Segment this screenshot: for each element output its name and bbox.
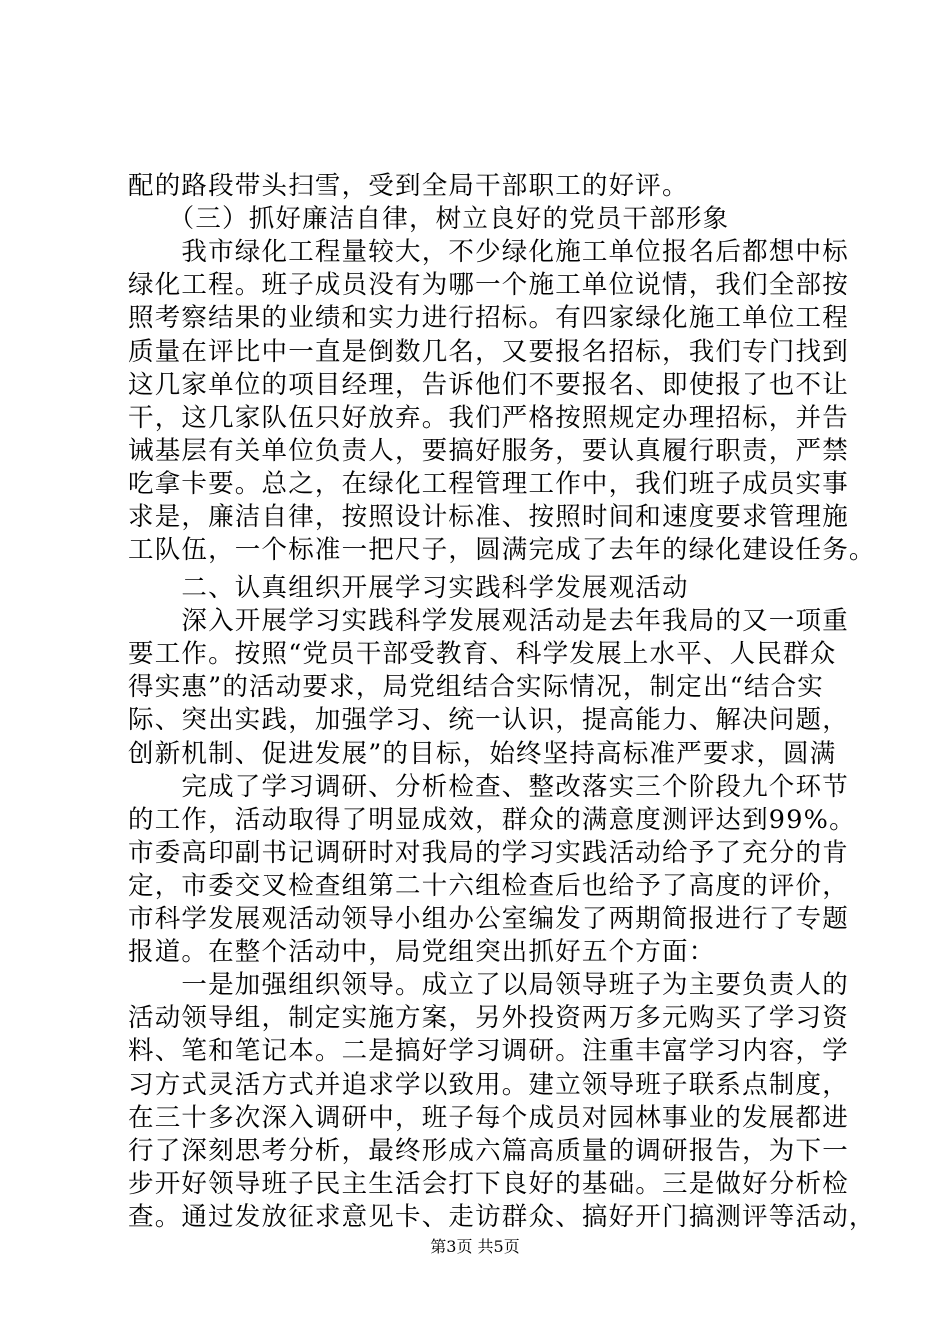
body-text-line: 这几家单位的项目经理，告诉他们不要报名、即使报了也不让 xyxy=(128,369,849,400)
body-text-line: 吃拿卡要。总之，在绿化工程管理工作中，我们班子成员实事 xyxy=(128,468,849,499)
body-text-line: 查。通过发放征求意见卡、走访群众、搞好开门搞测评等活动， xyxy=(128,1201,876,1232)
body-text-line: 配的路段带头扫雪，受到全局干部职工的好评。 xyxy=(128,171,689,201)
body-text-line: 创新机制、促进发展”的目标，始终坚持高标准严要求，圆满 xyxy=(128,738,837,769)
page-footer: 第3页 共5页 xyxy=(430,1237,520,1256)
section-heading: （三）抓好廉洁自律，树立良好的党员干部形象 xyxy=(128,204,730,235)
body-text-line: 深入开展学习实践科学发展观活动是去年我局的又一项重 xyxy=(128,606,849,637)
body-text-line: 求是，廉洁自律，按照设计标准、按照时间和速度要求管理施 xyxy=(128,502,849,532)
body-text-line: 步开好领导班子民主生活会打下良好的基础。三是做好分析检 xyxy=(128,1168,849,1199)
body-text-line: 质量在评比中一直是倒数几名，又要报名招标，我们专门找到 xyxy=(128,336,849,367)
body-text-line: 完成了学习调研、分析检查、整改落实三个阶段九个环节 xyxy=(128,771,849,802)
body-text-line: 我市绿化工程量较大，不少绿化施工单位报名后都想中标 xyxy=(128,237,849,268)
body-text-line: 活动领导组，制定实施方案，另外投资两万多元购买了学习资 xyxy=(128,1003,849,1034)
body-text-line: 行了深刻思考分析，最终形成六篇高质量的调研报告，为下一 xyxy=(128,1135,849,1166)
body-text-line: 的工作，活动取得了明显成效，群众的满意度测评达到99%。 xyxy=(128,804,856,835)
body-text-line: 市科学发展观活动领导小组办公室编发了两期简报进行了专题 xyxy=(128,904,849,934)
body-text-line: 绿化工程。班子成员没有为哪一个施工单位说情，我们全部按 xyxy=(128,270,849,301)
body-text-line: 干，这几家队伍只好放弃。我们严格按照规定办理招标，并告 xyxy=(128,402,849,433)
body-text-line: 定，市委交叉检查组第二十六组检查后也给予了高度的评价， xyxy=(128,870,849,901)
body-text-line: 一是加强组织领导。成立了以局领导班子为主要负责人的 xyxy=(128,970,849,1001)
section-heading: 二、认真组织开展学习实践科学发展观活动 xyxy=(128,573,689,603)
body-text-line: 诫基层有关单位负责人，要搞好服务，要认真履行职责，严禁 xyxy=(128,435,849,466)
body-text-line: 照考察结果的业绩和实力进行招标。有四家绿化施工单位工程 xyxy=(128,303,849,334)
body-text-line: 习方式灵活方式并追求学以致用。建立领导班子联系点制度， xyxy=(128,1069,849,1100)
body-text-line: 际、突出实践，加强学习、统一认识，提高能力、解决问题， xyxy=(128,705,849,736)
body-text-line: 报道。在整个活动中，局党组突出抓好五个方面： xyxy=(128,937,716,968)
body-text-line: 工队伍，一个标准一把尺子，圆满完成了去年的绿化建设任务。 xyxy=(128,535,876,566)
body-text-line: 市委高印副书记调研时对我局的学习实践活动给予了充分的肯 xyxy=(128,837,849,868)
body-text-line: 要工作。按照“党员干部受教育、科学发展上水平、人民群众 xyxy=(128,639,837,670)
body-text-line: 在三十多次深入调研中，班子每个成员对园林事业的发展都进 xyxy=(128,1102,849,1133)
body-text-line: 得实惠”的活动要求，局党组结合实际情况，制定出“结合实 xyxy=(128,672,824,703)
body-text-line: 料、笔和笔记本。二是搞好学习调研。注重丰富学习内容，学 xyxy=(128,1036,849,1067)
